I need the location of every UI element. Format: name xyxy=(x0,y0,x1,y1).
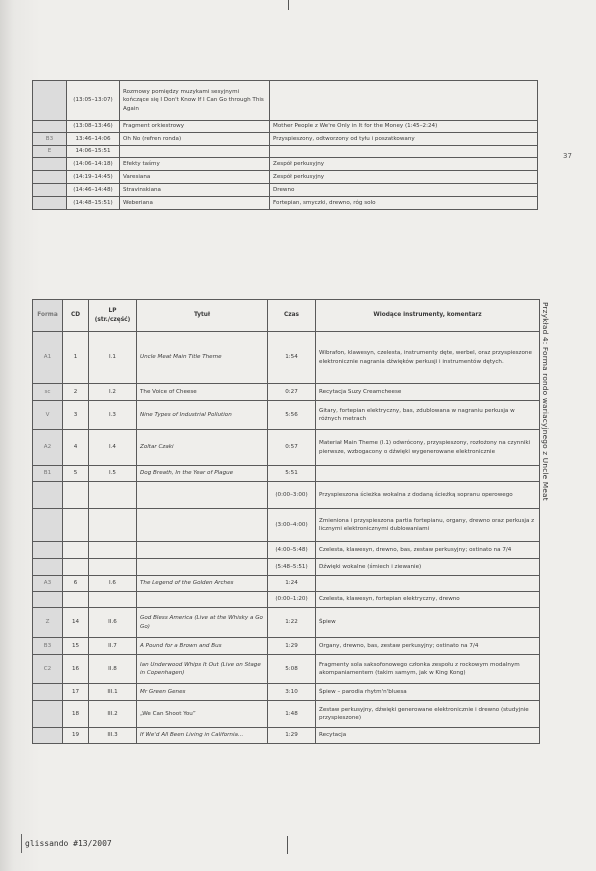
cell-b: (14:46–14:48) xyxy=(67,184,120,197)
cell-c: Fragment orkiestrowy xyxy=(120,121,270,133)
cell-d xyxy=(270,81,538,121)
cell-lp xyxy=(89,592,137,608)
cell-forma xyxy=(33,542,63,559)
cell-forma xyxy=(33,728,63,744)
cell-instr: Śpiew – parodia rhytm'n'bluesa xyxy=(316,684,540,701)
cell-czas: 1:24 xyxy=(268,576,316,592)
cell-cd xyxy=(63,509,89,542)
table-row xyxy=(33,133,538,146)
cell-czas: 0:27 xyxy=(268,384,316,401)
cell-forma: V xyxy=(33,401,63,430)
cell-czas: (0:00–3:00) xyxy=(268,482,316,509)
cell-cd: 18 xyxy=(63,701,89,728)
cell-cd: 17 xyxy=(63,684,89,701)
cell-c xyxy=(120,146,270,158)
cell-d xyxy=(270,146,538,158)
cell-forma xyxy=(33,684,63,701)
cell-tytul: God Bless America (Live at the Whisky a Go Go) xyxy=(137,608,268,638)
table-row xyxy=(33,146,538,158)
cell-czas: 1:29 xyxy=(268,728,316,744)
cell-a xyxy=(33,121,67,133)
cell-lp: I.3 xyxy=(89,401,137,430)
cell-lp: I.1 xyxy=(89,332,137,384)
cell-instr: Materiał Main Theme (I.1) odwrócony, przyspieszony, rozłożony na czynniki pierwsze, wzbogacony o dźwięki wygenerowane elektronicznie xyxy=(316,430,540,466)
cell-tytul: The Voice of Cheese xyxy=(137,384,268,401)
cell-czas: (5:48–5:51) xyxy=(268,559,316,576)
cell-tytul xyxy=(137,559,268,576)
cell-lp: I.2 xyxy=(89,384,137,401)
cell-lp xyxy=(89,542,137,559)
cell-instr: Zestaw perkusyjny, dźwięki generowane elektronicznie i drewno (studyjnie przyspieszone) xyxy=(316,701,540,728)
crop-mark-bottom xyxy=(287,836,288,854)
cell-czas: (3:00–4:00) xyxy=(268,509,316,542)
cell-czas: 5:56 xyxy=(268,401,316,430)
table-row xyxy=(33,608,540,638)
cell-lp: I.5 xyxy=(89,466,137,482)
cell-forma xyxy=(33,701,63,728)
cell-b: (14:48–15:51) xyxy=(67,197,120,210)
cell-lp: III.3 xyxy=(89,728,137,744)
table-row xyxy=(33,121,538,133)
cell-czas: 1:54 xyxy=(268,332,316,384)
table-row xyxy=(33,592,540,608)
footer-bar xyxy=(21,834,22,853)
cell-c: Rozmowy pomiędzy muzykami sesyjnymi kończące się I Don't Know If I Can Go through This Again xyxy=(120,81,270,121)
cell-forma xyxy=(33,509,63,542)
cell-instr: Recytacja Suzy Creamcheese xyxy=(316,384,540,401)
header-lp: LP (str./część) xyxy=(89,300,137,332)
table-row xyxy=(33,171,538,184)
table-row xyxy=(33,466,540,482)
cell-a xyxy=(33,81,67,121)
cell-tytul: Uncle Meat Main Title Theme xyxy=(137,332,268,384)
table-row xyxy=(33,332,540,384)
cell-forma xyxy=(33,482,63,509)
cell-tytul xyxy=(137,482,268,509)
table-row xyxy=(33,655,540,684)
footer-text: glissando #13/2007 xyxy=(25,839,112,848)
cell-czas: (0:00–1:20) xyxy=(268,592,316,608)
cell-lp: III.1 xyxy=(89,684,137,701)
table-row xyxy=(33,559,540,576)
cell-lp: II.8 xyxy=(89,655,137,684)
cell-c: Weberiana xyxy=(120,197,270,210)
cell-b: 14:06–15:51 xyxy=(67,146,120,158)
cell-tytul: Dog Breath, In the Year of Plague xyxy=(137,466,268,482)
cell-b: (13:08–13:46) xyxy=(67,121,120,133)
table-rondo-form xyxy=(32,299,540,744)
cell-cd xyxy=(63,482,89,509)
cell-czas: (4:00–5:48) xyxy=(268,542,316,559)
cell-a xyxy=(33,184,67,197)
cell-b: (13:05–13:07) xyxy=(67,81,120,121)
cell-cd: 2 xyxy=(63,384,89,401)
cell-instr: Czelesta, klawesyn, fortepian elektryczny, drewno xyxy=(316,592,540,608)
cell-d: Drewno xyxy=(270,184,538,197)
header-forma: Forma xyxy=(33,300,63,332)
cell-lp: III.2 xyxy=(89,701,137,728)
cell-instr: Zmieniona i przyspieszona partia fortepianu, organy, drewno oraz perkusja z licznymi elektronicznymi dublowaniami xyxy=(316,509,540,542)
cell-cd: 14 xyxy=(63,608,89,638)
cell-forma: B3 xyxy=(33,638,63,655)
table-row xyxy=(33,384,540,401)
cell-tytul: If We'd All Been Living in California... xyxy=(137,728,268,744)
cell-lp: II.6 xyxy=(89,608,137,638)
cell-tytul xyxy=(137,509,268,542)
cell-forma xyxy=(33,592,63,608)
table-row xyxy=(33,81,538,121)
cell-d: Mother People z We're Only in It for the Money (1:45–2:24) xyxy=(270,121,538,133)
cell-cd: 5 xyxy=(63,466,89,482)
cell-tytul: A Pound for a Brown and Bus xyxy=(137,638,268,655)
cell-cd: 3 xyxy=(63,401,89,430)
cell-d: Zespół perkusyjny xyxy=(270,171,538,184)
header-instr: Wiodące instrumenty, komentarz xyxy=(316,300,540,332)
cell-cd: 1 xyxy=(63,332,89,384)
cell-cd xyxy=(63,542,89,559)
cell-tytul xyxy=(137,542,268,559)
cell-forma xyxy=(33,559,63,576)
cell-b: (14:06–14:18) xyxy=(67,158,120,171)
cell-forma: A3 xyxy=(33,576,63,592)
cell-instr: Przyspieszona ścieżka wokalna z dodaną ścieżką sopranu operowego xyxy=(316,482,540,509)
crop-mark-top xyxy=(288,0,289,10)
cell-instr: Dźwięki wokalne (śmiech i ziewanie) xyxy=(316,559,540,576)
cell-forma: Z xyxy=(33,608,63,638)
cell-czas: 5:08 xyxy=(268,655,316,684)
cell-lp xyxy=(89,482,137,509)
cell-instr: Gitary, fortepian elektryczny, bas, zdublowana w nagraniu perkusja w różnych metrach xyxy=(316,401,540,430)
table-row xyxy=(33,430,540,466)
cell-czas: 1:22 xyxy=(268,608,316,638)
table-row xyxy=(33,184,538,197)
table-row xyxy=(33,401,540,430)
cell-forma: A2 xyxy=(33,430,63,466)
table-row xyxy=(33,638,540,655)
cell-b: 13:46–14:06 xyxy=(67,133,120,146)
cell-cd: 15 xyxy=(63,638,89,655)
cell-tytul: Ian Underwood Whips It Out (Live on Stage in Copenhagen) xyxy=(137,655,268,684)
cell-tytul: The Legend of the Golden Arches xyxy=(137,576,268,592)
table-row xyxy=(33,197,538,210)
cell-czas: 0:57 xyxy=(268,430,316,466)
cell-instr: Wibrafon, klawesyn, czelesta, instrumenty dęte, werbel, oraz przyspieszone elektronicznie nagrania dźwięków perkusji i instrumentów dętych. xyxy=(316,332,540,384)
table-row xyxy=(33,542,540,559)
cell-forma: B1 xyxy=(33,466,63,482)
cell-c: Stravinskiana xyxy=(120,184,270,197)
table-row xyxy=(33,701,540,728)
cell-c: Oh No (refren ronda) xyxy=(120,133,270,146)
cell-a: E xyxy=(33,146,67,158)
cell-czas: 1:29 xyxy=(268,638,316,655)
cell-lp xyxy=(89,559,137,576)
cell-c: Varesiana xyxy=(120,171,270,184)
cell-cd: 6 xyxy=(63,576,89,592)
cell-czas: 1:48 xyxy=(268,701,316,728)
page-number: 37 xyxy=(563,152,572,160)
cell-a xyxy=(33,158,67,171)
cell-instr: Fragmenty sola saksofonowego członka zespołu z rockowym modalnym akompaniamentem (takim samym, jak w King Kong) xyxy=(316,655,540,684)
cell-a: B3 xyxy=(33,133,67,146)
header-czas: Czas xyxy=(268,300,316,332)
cell-instr: Recytacja xyxy=(316,728,540,744)
cell-forma: A1 xyxy=(33,332,63,384)
cell-lp: I.6 xyxy=(89,576,137,592)
table-row xyxy=(33,728,540,744)
cell-tytul: Zoltar Czaki xyxy=(137,430,268,466)
cell-lp: II.7 xyxy=(89,638,137,655)
table-row xyxy=(33,576,540,592)
cell-b: (14:19–14:45) xyxy=(67,171,120,184)
cell-instr xyxy=(316,466,540,482)
cell-instr xyxy=(316,576,540,592)
cell-instr: Śpiew xyxy=(316,608,540,638)
table-continuation xyxy=(32,80,538,210)
cell-d: Fortepian, smyczki, drewno, róg solo xyxy=(270,197,538,210)
table-row xyxy=(33,482,540,509)
cell-cd: 16 xyxy=(63,655,89,684)
cell-czas: 5:51 xyxy=(268,466,316,482)
table-row xyxy=(33,684,540,701)
cell-tytul xyxy=(137,592,268,608)
cell-forma: C2 xyxy=(33,655,63,684)
cell-instr: Czelesta, klawesyn, drewno, bas, zestaw perkusyjny; ostinato na 7/4 xyxy=(316,542,540,559)
cell-tytul: Nine Types of Industrial Pollution xyxy=(137,401,268,430)
cell-lp: I.4 xyxy=(89,430,137,466)
cell-cd: 19 xyxy=(63,728,89,744)
cell-czas: 3:10 xyxy=(268,684,316,701)
cell-forma: sc xyxy=(33,384,63,401)
cell-a xyxy=(33,171,67,184)
table-row xyxy=(33,509,540,542)
cell-lp xyxy=(89,509,137,542)
cell-tytul: „We Can Shoot You” xyxy=(137,701,268,728)
cell-instr: Organy, drewno, bas, zestaw perkusyjny; ostinato na 7/4 xyxy=(316,638,540,655)
header-cd: CD xyxy=(63,300,89,332)
cell-cd: 4 xyxy=(63,430,89,466)
cell-c: Efekty taśmy xyxy=(120,158,270,171)
cell-d: Zespół perkusyjny xyxy=(270,158,538,171)
cell-cd xyxy=(63,559,89,576)
cell-cd xyxy=(63,592,89,608)
table-row xyxy=(33,158,538,171)
cell-a xyxy=(33,197,67,210)
header-tytul: Tytuł xyxy=(137,300,268,332)
side-caption: Przykład 4: Forma rondo wariacyjnego z Uncle Meat xyxy=(541,302,550,501)
cell-tytul: Mr Green Genes xyxy=(137,684,268,701)
cell-d: Przyspieszony, odtworzony od tyłu i poszatkowany xyxy=(270,133,538,146)
